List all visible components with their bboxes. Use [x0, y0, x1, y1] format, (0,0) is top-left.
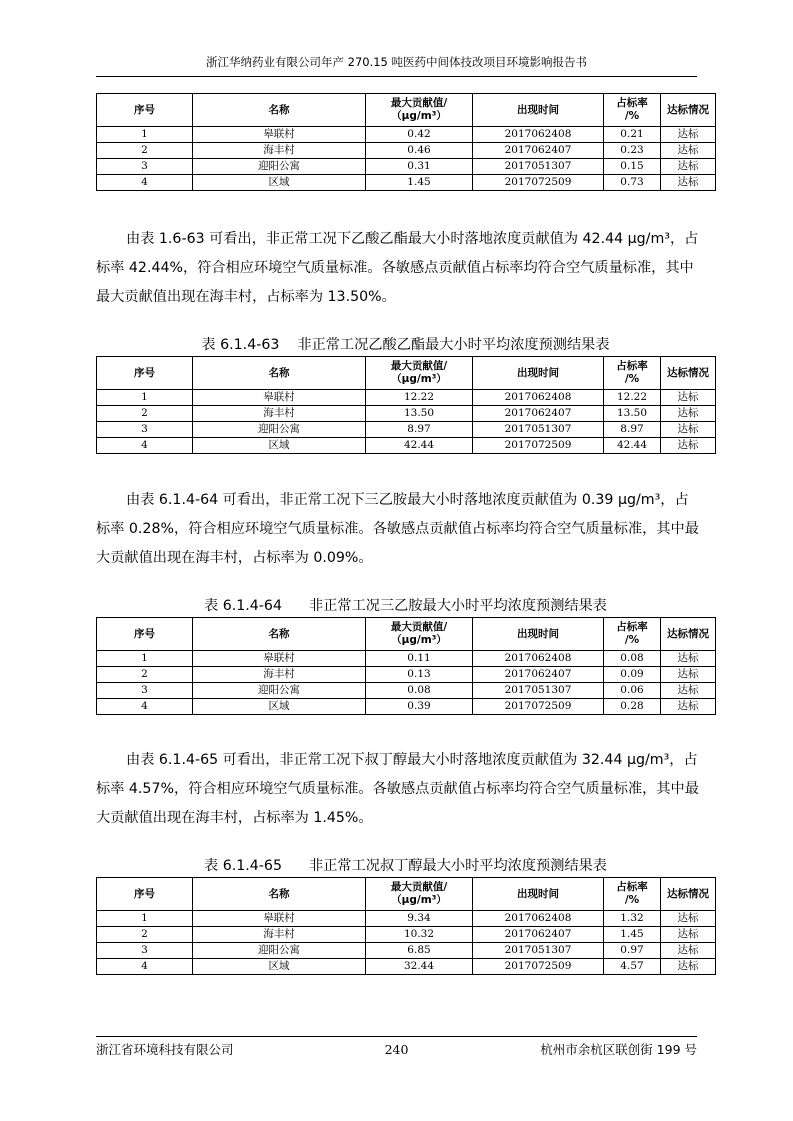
table-row: 1 皋联村 0.11 2017062408 0.08 达标	[97, 651, 716, 667]
table-row: 4 区域 42.44 2017072509 42.44 达标	[97, 438, 716, 454]
paragraph-1: 由表 1.6-63 可看出，非正常工况下乙酸乙酯最大小时落地浓度贡献值为 42.44 μg/m³，占标率 42.44%，符合相应环境空气质量标准。各敏感点贡献值占标率均符合空气质量标准，其中最大贡献值出现在海丰村，占标率为 13.50%。	[96, 231, 699, 305]
table-row: 2 海丰村 0.13 2017062407 0.09 达标	[97, 667, 716, 683]
col-ratio: 占标率 /%	[604, 618, 661, 651]
paragraph-2: 由表 6.1.4-64 可看出，非正常工况下三乙胺最大小时落地浓度贡献值为 0.39 μg/m³，占标率 0.28%，符合相应环境空气质量标准。各敏感点贡献值占标率均符合空气质量标准，其中最大贡献值出现在海丰村，占标率为 0.09%。	[96, 492, 699, 566]
footer-address: 杭州市余杭区联创街 199 号	[540, 1042, 697, 1057]
col-max: 最大贡献值/ （μg/m³）	[366, 94, 473, 127]
table-caption-65: 表 6.1.4-65 非正常工况叔丁醇最大小时平均浓度预测结果表	[204, 858, 607, 874]
page-number: 240	[384, 1042, 409, 1057]
result-table-1	[96, 93, 716, 191]
col-ratio: 占标率 /%	[604, 94, 661, 127]
footer-rule	[96, 1036, 697, 1037]
result-table-64	[96, 617, 716, 715]
col-time: 出现时间	[473, 357, 604, 390]
col-max: 最大贡献值/ （μg/m³）	[366, 878, 473, 911]
col-seq: 序号	[97, 878, 193, 911]
col-seq: 序号	[97, 94, 193, 127]
table-row: 2 海丰村 10.32 2017062407 1.45 达标	[97, 927, 716, 943]
footer-company: 浙江省环境科技有限公司	[96, 1042, 234, 1057]
col-name: 名称	[193, 618, 366, 651]
col-status: 达标情况	[661, 618, 716, 651]
col-ratio: 占标率 /%	[604, 357, 661, 390]
table-caption-64: 表 6.1.4-64 非正常工况三乙胺最大小时平均浓度预测结果表	[204, 598, 607, 614]
col-ratio: 占标率 /%	[604, 878, 661, 911]
col-max: 最大贡献值/ （μg/m³）	[366, 357, 473, 390]
col-status: 达标情况	[661, 94, 716, 127]
table-row: 3 迎阳公寓 0.31 2017051307 0.15 达标	[97, 159, 716, 175]
table-row: 3 迎阳公寓 6.85 2017051307 0.97 达标	[97, 943, 716, 959]
table-row: 3 迎阳公寓 0.08 2017051307 0.06 达标	[97, 683, 716, 699]
table-header-row	[97, 94, 716, 127]
table-row: 1 皋联村 9.34 2017062408 1.32 达标	[97, 911, 716, 927]
col-name: 名称	[193, 94, 366, 127]
col-seq: 序号	[97, 357, 193, 390]
col-name: 名称	[193, 878, 366, 911]
table-row: 2 海丰村 0.46 2017062407 0.23 达标	[97, 143, 716, 159]
col-time: 出现时间	[473, 878, 604, 911]
table-row: 3 迎阳公寓 8.97 2017051307 8.97 达标	[97, 422, 716, 438]
table-caption-63: 表 6.1.4-63 非正常工况乙酸乙酯最大小时平均浓度预测结果表	[201, 337, 610, 353]
result-table-63	[96, 356, 716, 454]
col-max: 最大贡献值/ （μg/m³）	[366, 618, 473, 651]
header-rule	[96, 76, 697, 77]
page-header: 浙江华纳药业有限公司年产 270.15 吨医药中间体技改项目环境影响报告书	[205, 55, 588, 69]
col-seq: 序号	[97, 618, 193, 651]
table-row: 1 皋联村 12.22 2017062408 12.22 达标	[97, 390, 716, 406]
col-time: 出现时间	[473, 94, 604, 127]
table-header-row	[97, 618, 716, 651]
paragraph-3: 由表 6.1.4-65 可看出，非正常工况下叔丁醇最大小时落地浓度贡献值为 32.44 μg/m³，占标率 4.57%，符合相应环境空气质量标准。各敏感点贡献值占标率均符合空气质量标准，其中最大贡献值出现在海丰村，占标率为 1.45%。	[96, 752, 699, 826]
table-row: 4 区域 1.45 2017072509 0.73 达标	[97, 175, 716, 191]
table-header-row	[97, 878, 716, 911]
table-header-row	[97, 357, 716, 390]
table-row: 1 皋联村 0.42 2017062408 0.21 达标	[97, 127, 716, 143]
col-status: 达标情况	[661, 878, 716, 911]
table-row: 2 海丰村 13.50 2017062407 13.50 达标	[97, 406, 716, 422]
col-time: 出现时间	[473, 618, 604, 651]
result-table-65	[96, 877, 716, 975]
table-row: 4 区域 0.39 2017072509 0.28 达标	[97, 699, 716, 715]
col-name: 名称	[193, 357, 366, 390]
col-status: 达标情况	[661, 357, 716, 390]
table-row: 4 区域 32.44 2017072509 4.57 达标	[97, 959, 716, 975]
